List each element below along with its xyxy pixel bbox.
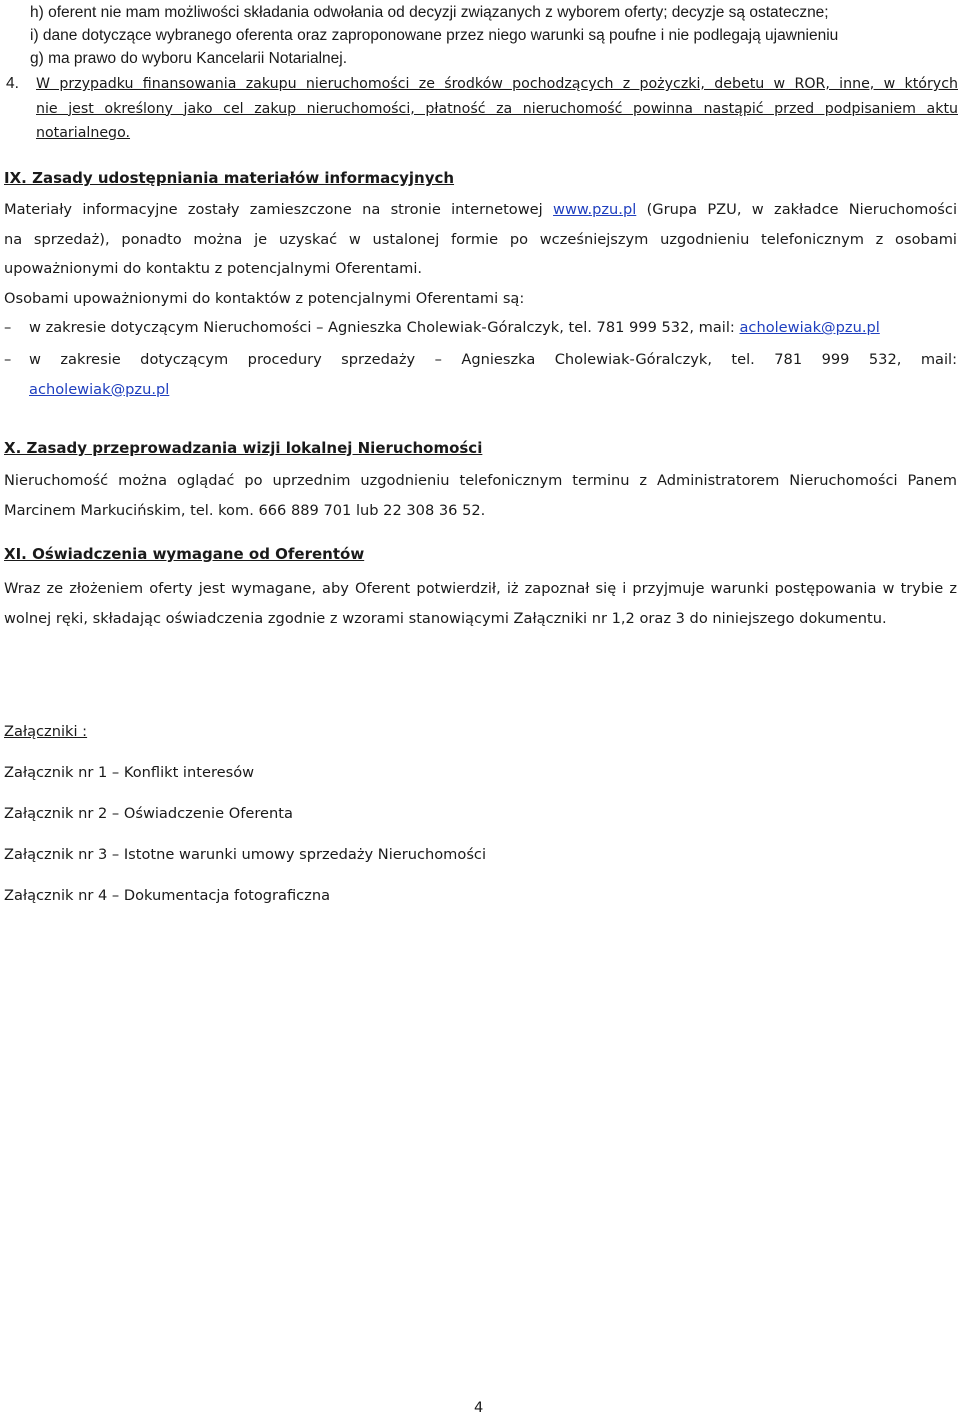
section-heading-xi: XI. Oświadczenia wymagane od Oferentów [4,545,365,563]
email-link[interactable]: acholewiak@pzu.pl [739,319,880,336]
paragraph-text: Materiały informacyjne zostały zamieszczone na stronie internetowej [4,201,543,218]
paragraph-line [4,195,957,225]
section-heading-ix: IX. Zasady udostępniania materiałów informacyjnych [4,169,455,187]
paragraph-text: (Grupa PZU, w zakładce Nieruchomości [646,201,957,218]
section-ix-paragraph [4,195,957,313]
numbered-item-4 [0,72,958,146]
paragraph-line: na sprzedaż), ponadto można je uzyskać w ustalonej formie po wcześniejszym uzgodnieniu telefonicznym z osobami [4,230,957,248]
pzu-website-link[interactable]: www.pzu.pl [553,201,637,218]
item4-line: W przypadku finansowania zakupu nieruchomości ze środków pochodzących z pożyczki, debetu w ROR, inne, w których [36,76,958,92]
paragraph-line: wolnej ręki, składając oświadczenia zgodnie z wzorami stanowiącymi Załączniki nr 1,2 oraz 3 do niniejszego dokumentu. [4,609,887,627]
paragraph-line: Marcinem Markucińskim, tel. kom. 666 889 701 lub 22 308 36 52. [4,501,486,519]
page-number: 4 [474,1399,484,1416]
section-heading-x: X. Zasady przeprowadzania wizji lokalnej Nieruchomości [4,439,483,457]
attachments-heading: Załączniki : [4,723,88,740]
list-item-i: i) dane dotyczące wybranego oferenta oraz zaproponowane przez niego warunki są poufne i nie podlegają ujawnieniu [30,27,839,44]
paragraph-line: upoważnionymi do kontaktu z potencjalnymi Oferentami. [4,260,423,277]
attachment-item: Załącznik nr 2 – Oświadczenie Oferenta [4,805,293,822]
email-link[interactable]: acholewiak@pzu.pl [29,380,170,398]
contact-list-item [4,313,957,343]
contact-line [29,375,957,405]
contact-text: w zakresie dotyczącym Nieruchomości – Agnieszka Cholewiak-Góralczyk, tel. 781 999 532, mail: [29,319,735,336]
contact-list-item [4,345,957,404]
contact-line [29,313,957,343]
list-item-g: g) ma prawo do wyboru Kancelarii Notarialnej. [30,50,348,67]
item4-line: notarialnego. [36,125,131,141]
list-item-h: h) oferent nie mam możliwości składania odwołania od decyzji związanych z wyborem oferty; decyzje są ostateczne; [30,4,829,21]
dash-bullet: – [4,319,12,336]
paragraph-line: Osobami upoważnionymi do kontaktów z potencjalnymi Oferentami są: [4,289,525,307]
item4-line: nie jest określony jako cel zakup nieruchomości, płatność za nieruchomość powinna nastąpić przed podpisaniem aktu [36,100,958,117]
attachment-item: Załącznik nr 3 – Istotne warunki umowy sprzedaży Nieruchomości [4,846,487,863]
dash-bullet: – [4,351,12,368]
section-xi-paragraph [4,574,957,633]
section-x-paragraph [4,466,957,525]
paragraph-line: Wraz ze złożeniem oferty jest wymagane, aby Oferent potwierdził, iż zapoznał się i przyjmuje warunki postępowania w trybie z [4,580,957,597]
attachment-item: Załącznik nr 1 – Konflikt interesów [4,764,255,781]
item-number: 4. [6,75,19,92]
attachment-item: Załącznik nr 4 – Dokumentacja fotograficzna [4,887,331,904]
paragraph-line: Nieruchomość można oglądać po uprzednim uzgodnieniu telefonicznym terminu z Administratorem Nieruchomości Panem [4,472,957,489]
contact-line: w zakresie dotyczącym procedury sprzedaży – Agnieszka Cholewiak-Góralczyk, tel. 781 999 532, mail: [29,351,957,368]
